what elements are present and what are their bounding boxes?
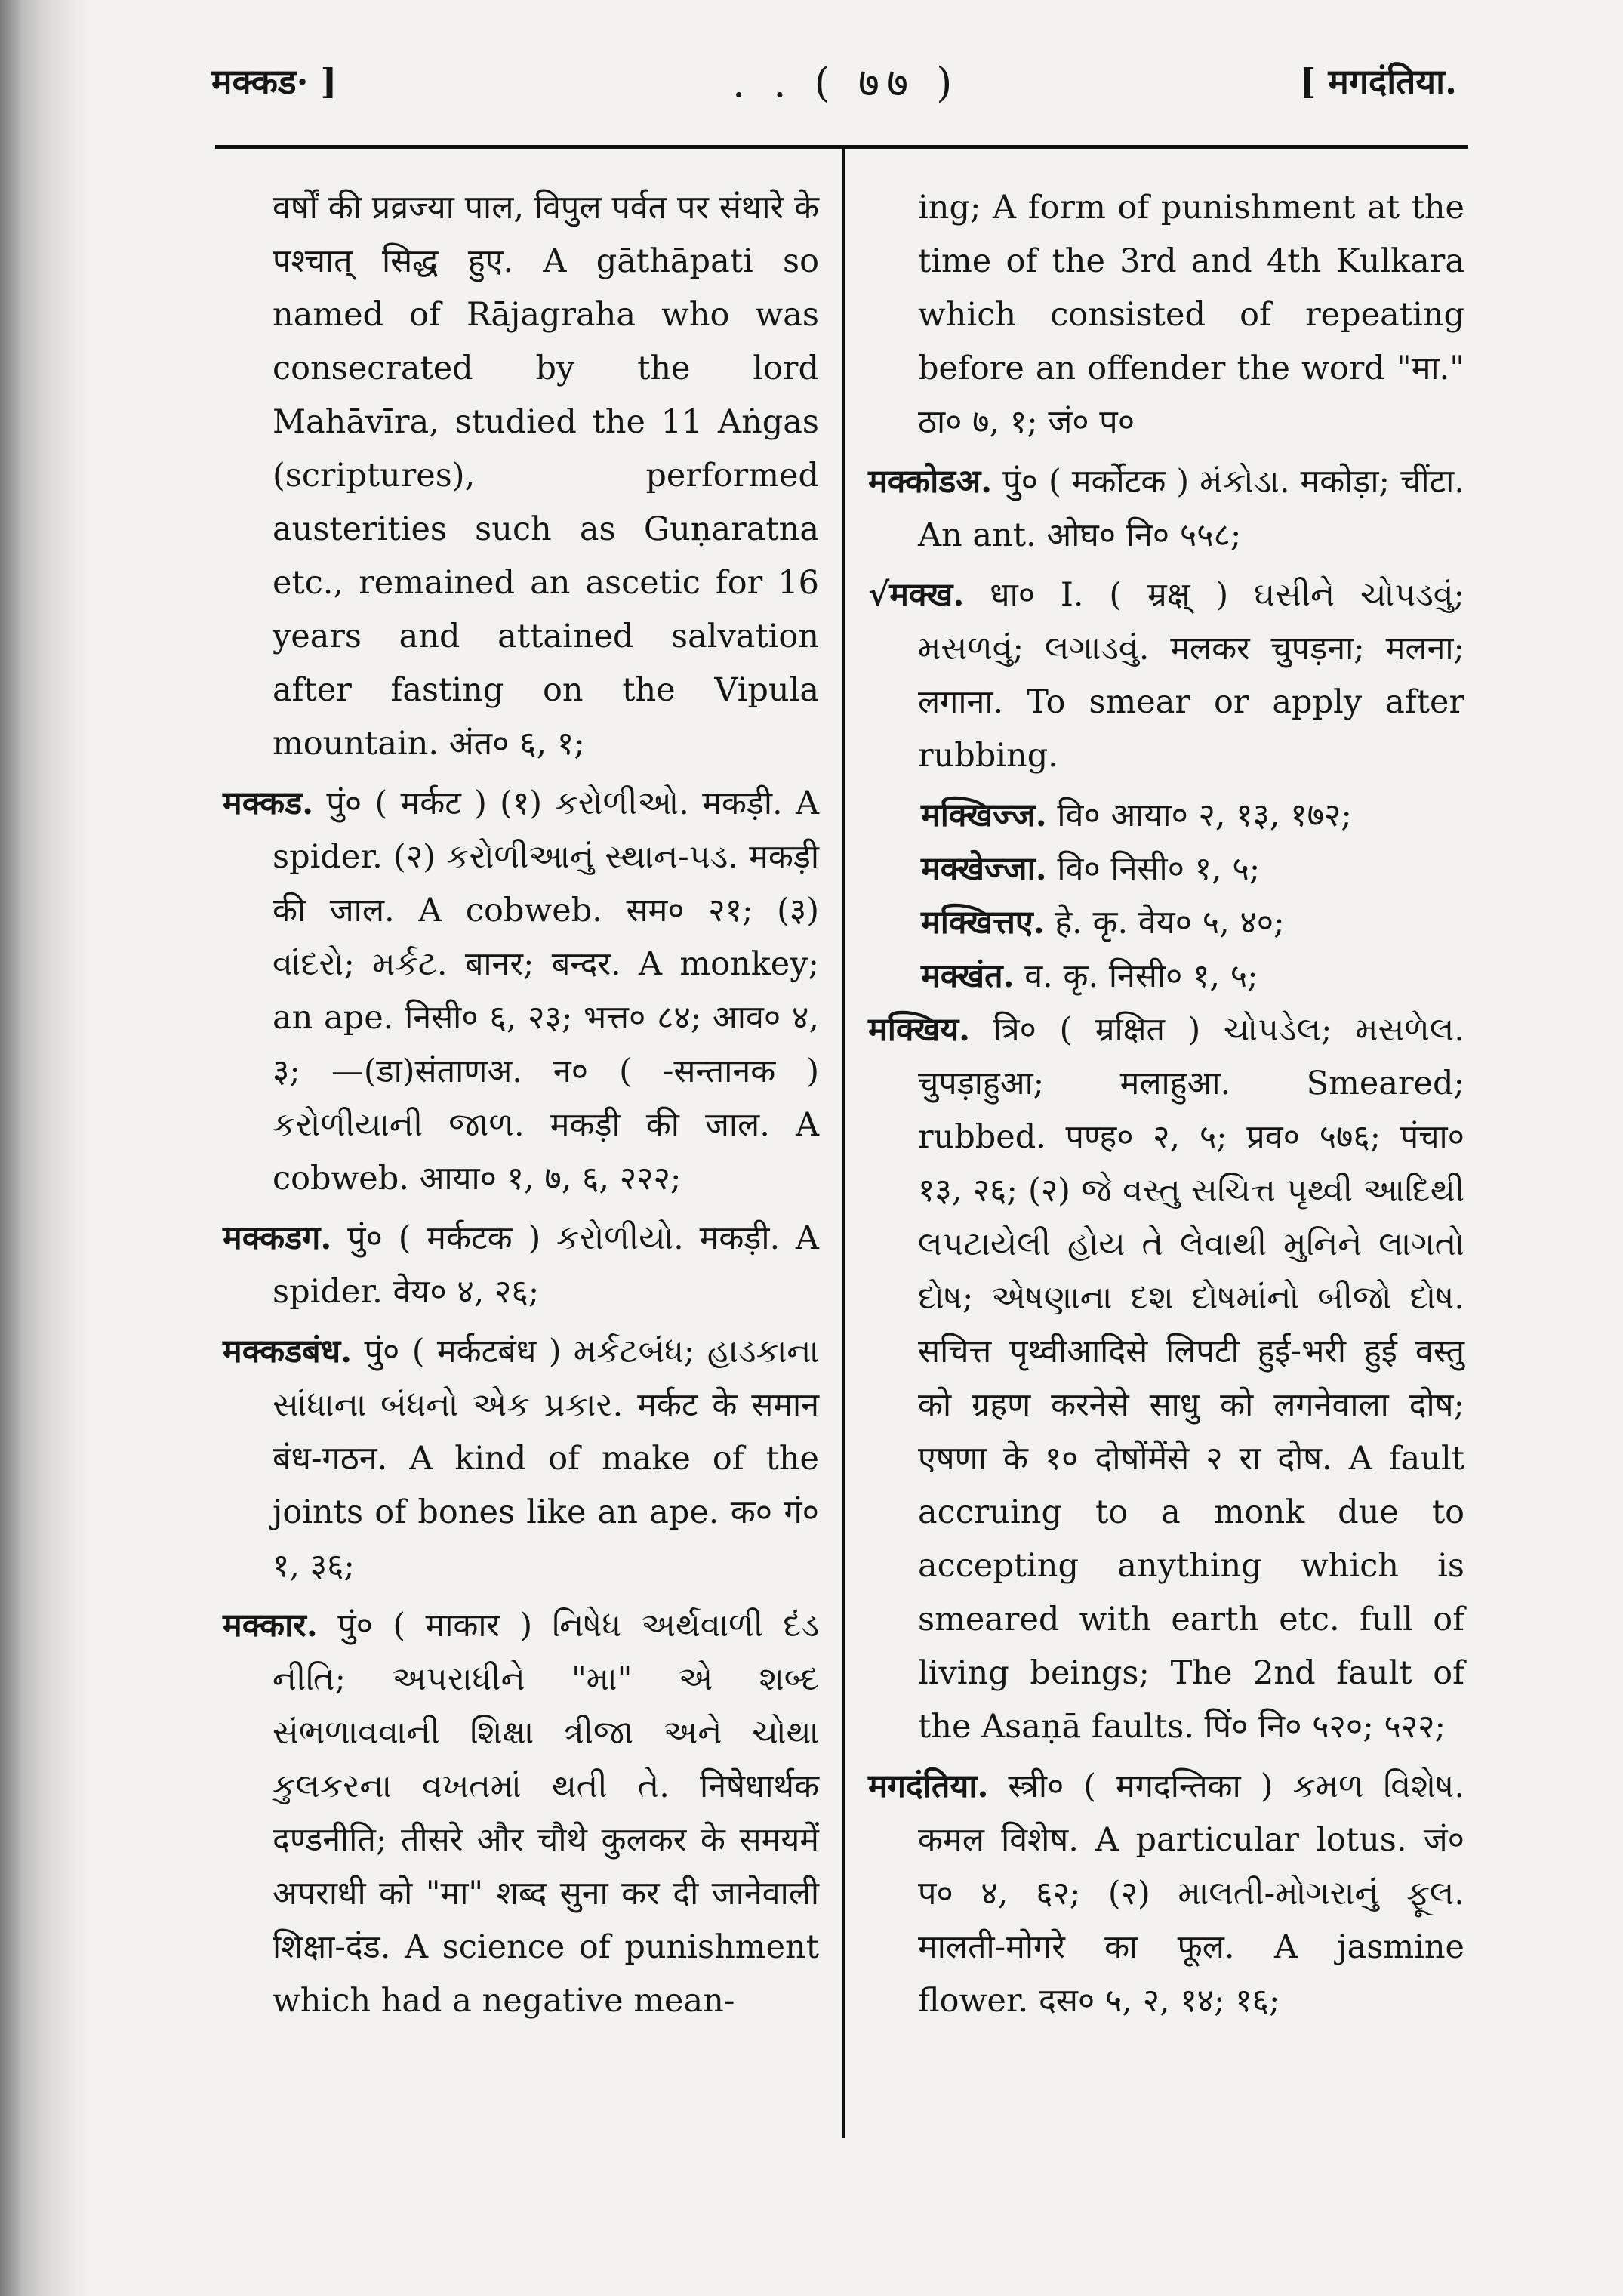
page-number: . . ( ७७ ) (732, 59, 960, 106)
headword: मक्खंत. (921, 957, 1015, 995)
entry-text: वर्षों की प्रव्रज्या पाल, विपुल पर्वत पर संथारे के पश्चात् सिद्ध हुए. A gāthāpati so named of Rājagraha who was consecrated by the lord Mahāvīra, studied the 11 Aṅgas (scriptures), performed austerities such as Guṇaratna etc., remained an ascetic for 16 years and attained salvation after fasting on the Vipula mountain. अंत० ६, १; (273, 189, 819, 763)
entry-text: पुं० ( मर्कट ) (१) કરોળીઓ. मकड़ी. A spider. (२) કરોળીઆનું સ્થાન-પડ. मकड़ी की जाल. A cobweb. सम० २१; (३) વાંદરો; મર્કટ. बानर; बन्दर. A monkey; an ape. निसी० ६, २३; भत्त० ८४; आव० ४, ३; —(डा)संताणअ. न० ( -सन्तानक ) કરોળીયાની જાળ. मकड़ी की जाल. A cobweb. आया० १, ७, ६, २२२; (273, 784, 819, 1197)
dictionary-entry (223, 777, 819, 1206)
entry-text: स्त्री० ( मगदन्तिका ) કમળ વિશેષ. कमल विशेष. A particular lotus. जं० प० ४, ६२; (२) માલતી-મોગરાનું ફૂલ. मालती-मोगरे का फूल. A jasmine flower. दस० ५, २, १४; १६; (918, 1767, 1464, 2020)
headword: मक्कड. (223, 784, 314, 822)
headword: मक्कार. (223, 1607, 318, 1644)
right-column (868, 181, 1464, 2034)
entry-text: वि० निसी० १, ५; (1046, 850, 1261, 888)
left-column (223, 181, 819, 2034)
running-header (211, 45, 1457, 113)
entry-text: पुं० ( मर्कटक ) કરોળીયો. मकड़ी. A spider. वेय० ४, २६; (273, 1219, 819, 1311)
headword: मगदंतिया. (868, 1767, 989, 1805)
entry-text: हे. कृ. वेय० ५, ४०; (1044, 904, 1285, 942)
sub-entry (868, 789, 1464, 843)
entry-text: वि० आया० २, १३, १७२; (1046, 797, 1352, 834)
entry-continuation (223, 181, 819, 771)
entry-text: पुं० ( मर्कोटक ) મંકોડા. मकोड़ा; चींटा. An ant. ओघ० नि० ५५८; (918, 463, 1464, 554)
headword: मक्खिय. (868, 1011, 971, 1049)
page-binding-shadow (0, 0, 91, 2296)
headword: मक्कडबंध. (223, 1333, 353, 1370)
headword: मक्कडग. (223, 1219, 332, 1257)
dictionary-entry (223, 1599, 819, 2028)
sub-entry (868, 896, 1464, 950)
entry-text: व. कृ. निसी० १, ५; (1014, 957, 1258, 995)
dictionary-entry (223, 1325, 819, 1593)
dictionary-entry (868, 455, 1464, 562)
entry-text: ing; A form of punishment at the time of the 3rd and 4th Kulkara which consisted of repeating before an offender the word "मा." ठा० ७, १; जं० प० (918, 189, 1464, 441)
dictionary-entry (223, 1212, 819, 1319)
headword: मक्खिज्ज. (921, 797, 1047, 834)
dictionary-entry (868, 569, 1464, 783)
sub-entry (868, 843, 1464, 896)
entry-continuation (868, 181, 1464, 449)
dictionary-entry (868, 1760, 1464, 2028)
header-right-guideword: [ मगदंतिया. (1299, 61, 1457, 102)
sub-entry (868, 950, 1464, 1003)
headword: √मक्ख. (868, 576, 965, 614)
entry-text: पुं० ( मर्कटबंध ) મર્કટબંધ; હાડકાના સાંધાના બંધનો એક પ્રકાર. मर्कट के समान बंध-गठन. A kind of make of the joints of bones like an ape. क० गं० १, ३६; (273, 1333, 819, 1585)
entry-text: पुं० ( माकार ) નિષેધ અર્થવાળી દંડ નીતિ; અપરાધીને "મા" એ શબ્દ સંભળાવવાની શિક્ષા ત્રીજા અને ચોથા કુલકરના વખતમાં થતી તે. निषेधार्थक दण्डनीति; तीसरे और चौथे कुलकर के समयमें अपराधी को "मा" शब्द सुना कर दी जानेवाली शिक्षा-दंड. A science of punishment which had a negative mean- (273, 1607, 819, 2020)
headword: मक्खेज्जा. (921, 850, 1047, 888)
entry-text: धा० I. ( म्रक्ष् ) ઘસીને ચોપડવું; મસળવું; લગાડવું. मलकर चुपड़ना; मलना; लगाना. To smear or apply after rubbing. (918, 576, 1464, 775)
headword: मक्खित्तए. (921, 904, 1045, 942)
dictionary-entry (868, 1003, 1464, 1754)
headword: मक्कोडअ. (868, 463, 993, 501)
entry-text: त्रि० ( म्रक्षित ) ચોપડેલ; મસળેલ. चुपड़ाहुआ; मलाहुआ. Smeared; rubbed. पण्ह० २, ५; प्रव० ५७६; पंचा० १३, २६; (२) જે વસ્તુ સચિત્ત પૃથ્વી આદિથી લપટાયેલી હોય તે લેવાથી મુનિને લાગતો દોષ; એષણાના દશ દોષમાંનો બીજો દોષ. सचित्त पृथ्वीआदिसे लिपटी हुई-भरी हुई वस्तु को ग्रहण करनेसे साधु को लगनेवाला दोष; एषणा के १० दोषोंमेंसे २ रा दोष. A fault accruing to a monk due to accepting anything which is smeared with earth etc. full of living beings; The 2nd fault of the Asaṇā faults. पिं० नि० ५२०; ५२२; (918, 1011, 1464, 1746)
header-left-guideword: मक्कड· ] (211, 61, 337, 102)
column-divider (842, 145, 845, 2138)
